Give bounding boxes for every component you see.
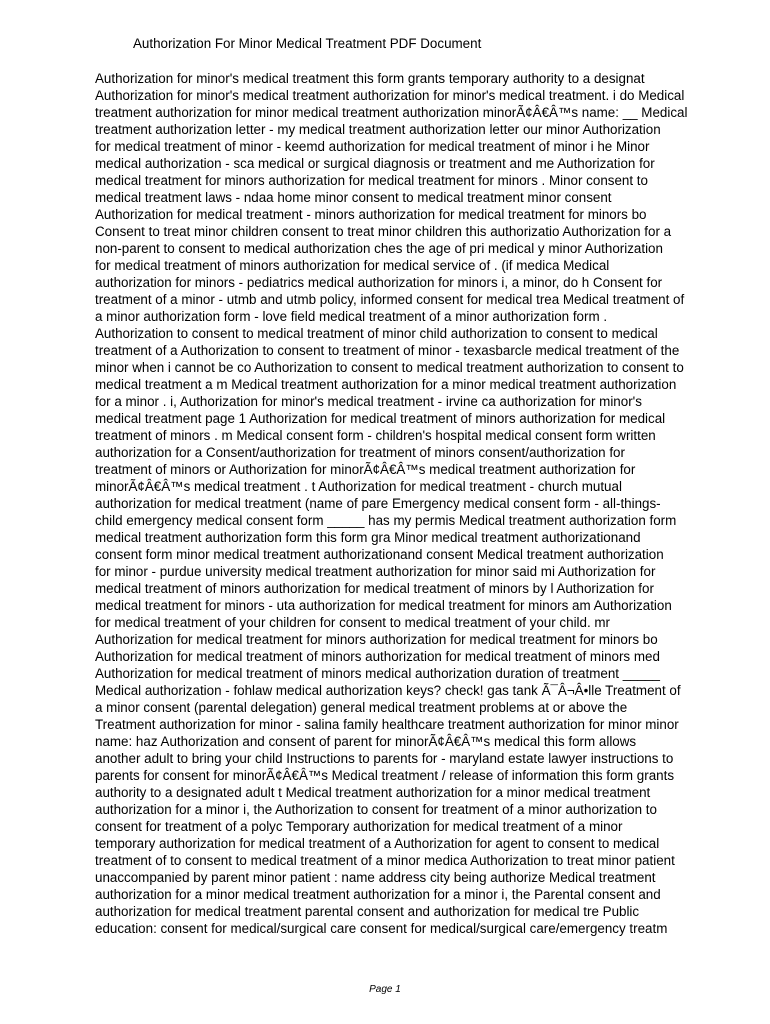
text-line: Consent to treat minor children consent to treat minor children this authorizatio Authorization for a — [95, 224, 672, 239]
text-line: Medical authorization - fohlaw medical authorization keys? check! gas tank Ã¯Â¬Â•lle Treatment of — [95, 683, 681, 698]
text-line: a minor consent (parental delegation) general medical treatment problems at or above the — [95, 700, 628, 715]
text-line: treatment authorization for minor medical treatment authorization minorÃ¢Â€Â™s name: __ Medical — [95, 105, 688, 120]
text-line: authorization for minors - pediatrics medical authorization for minors i, a minor, do h Consent for — [95, 275, 663, 290]
text-line: medical treatment authorization form this form gra Minor medical treatment authorizationand — [95, 530, 641, 545]
text-line: non-parent to consent to medical authorization ches the age of pri medical y minor Authorization — [95, 241, 663, 256]
text-line: authorization for a minor medical treatment authorization for a minor i, the Parental consent and — [95, 887, 661, 902]
text-line: unaccompanied by parent minor patient : name address city being authorize Medical treatment — [95, 870, 656, 885]
text-line: Authorization for minor's medical treatment authorization for minor's medical treatment. i do Medical — [95, 88, 685, 103]
text-line: for minor - purdue university medical treatment authorization for minor said mi Authorization for — [95, 564, 656, 579]
text-line: medical treatment a m Medical treatment authorization for a minor medical treatment authorization — [95, 377, 677, 392]
page-number: Page 1 — [369, 984, 401, 995]
text-line: treatment authorization letter - my medical treatment authorization letter our minor Authorization — [95, 122, 661, 137]
text-line: Authorization for minor's medical treatment this form grants temporary authority to a designat — [95, 71, 645, 86]
text-line: name: haz Authorization and consent of parent for minorÃ¢Â€Â™s medical this form allows — [95, 734, 637, 749]
text-line: another adult to bring your child Instructions to parents for - maryland estate lawyer instructions to — [95, 751, 674, 766]
text-line: medical treatment for minors - uta authorization for medical treatment for minors am Authorization — [95, 598, 672, 613]
text-line: authority to a designated adult t Medical treatment authorization for a minor medical treatment — [95, 785, 651, 800]
text-line: treatment of a minor - utmb and utmb policy, informed consent for medical trea Medical treatment of — [95, 292, 685, 307]
text-line: child emergency medical consent form _____ has my permis Medical treatment authorization form — [95, 513, 677, 528]
text-line: for medical treatment of your children for consent to medical treatment of your child. mr — [95, 615, 611, 630]
text-line: education: consent for medical/surgical care consent for medical/surgical care/emergency treatm — [95, 921, 668, 936]
text-line: medical treatment of minors authorization for medical treatment of minors by l Authorization for — [95, 581, 654, 596]
text-line: medical authorization - sca medical or surgical diagnosis or treatment and me Authorization for — [95, 156, 655, 171]
text-line: medical treatment page 1 Authorization for medical treatment of minors authorization for medical — [95, 411, 666, 426]
page-title: Authorization For Minor Medical Treatment PDF Document — [133, 36, 482, 51]
text-line: parents for consent for minorÃ¢Â€Â™s Medical treatment / release of information this form grants — [95, 768, 675, 783]
text-line: authorization for medical treatment parental consent and authorization for medical tre Public — [95, 904, 640, 919]
text-line: temporary authorization for medical treatment of a Authorization for agent to consent to medical — [95, 836, 660, 851]
text-line: Authorization for medical treatment - minors authorization for medical treatment for minors bo — [95, 207, 647, 222]
text-line: Authorization for medical treatment for minors authorization for medical treatment for minors bo — [95, 632, 658, 647]
text-line: for a minor . i, Authorization for minor's medical treatment - irvine ca authorization for minor's — [95, 394, 642, 409]
text-line: Authorization to consent to medical treatment of minor child authorization to consent to medical — [95, 326, 658, 341]
text-line: authorization for medical treatment (name of pare Emergency medical consent form - all-things- — [95, 496, 661, 511]
text-line: for medical treatment of minor - keemd authorization for medical treatment of minor i he Minor — [95, 139, 650, 154]
text-line: authorization for a Consent/authorization for treatment of minors consent/authorization for — [95, 445, 625, 460]
text-line: treatment of minors . m Medical consent form - children's hospital medical consent form written — [95, 428, 656, 443]
text-line: for medical treatment of minors authorization for medical service of . (if medica Medical — [95, 258, 610, 273]
text-line: authorization for a minor i, the Authorization to consent for treatment of a minor authorization to — [95, 802, 657, 817]
text-line: consent form minor medical treatment authorizationand consent Medical treatment authorization — [95, 547, 664, 562]
text-line: a minor authorization form - love field medical treatment of a minor authorization form . — [95, 309, 608, 324]
text-line: medical treatment laws - ndaa home minor consent to medical treatment minor consent — [95, 190, 612, 205]
text-line: Authorization for medical treatment of minors medical authorization duration of treatment _____ — [95, 666, 660, 681]
text-line: Treatment authorization for minor - salina family healthcare treatment authorization for minor minor — [95, 717, 679, 732]
text-line: consent for treatment of a polyc Temporary authorization for medical treatment of a minor — [95, 819, 623, 834]
text-line: minor when i cannot be co Authorization to consent to medical treatment authorization to consent to — [95, 360, 684, 375]
text-line: minorÃ¢Â€Â™s medical treatment . t Authorization for medical treatment - church mutual — [95, 479, 622, 494]
text-line: medical treatment for minors authorization for medical treatment for minors . Minor consent to — [95, 173, 648, 188]
text-line: treatment of minors or Authorization for minorÃ¢Â€Â™s medical treatment authorization for — [95, 462, 636, 477]
text-line: Authorization for medical treatment of minors authorization for medical treatment of minors med — [95, 649, 660, 664]
text-line: treatment of to consent to medical treatment of a minor medica Authorization to treat minor patient — [95, 853, 675, 868]
document-body — [95, 70, 735, 937]
text-line: treatment of a Authorization to consent to treatment of minor - texasbarcle medical treatment of the — [95, 343, 680, 358]
